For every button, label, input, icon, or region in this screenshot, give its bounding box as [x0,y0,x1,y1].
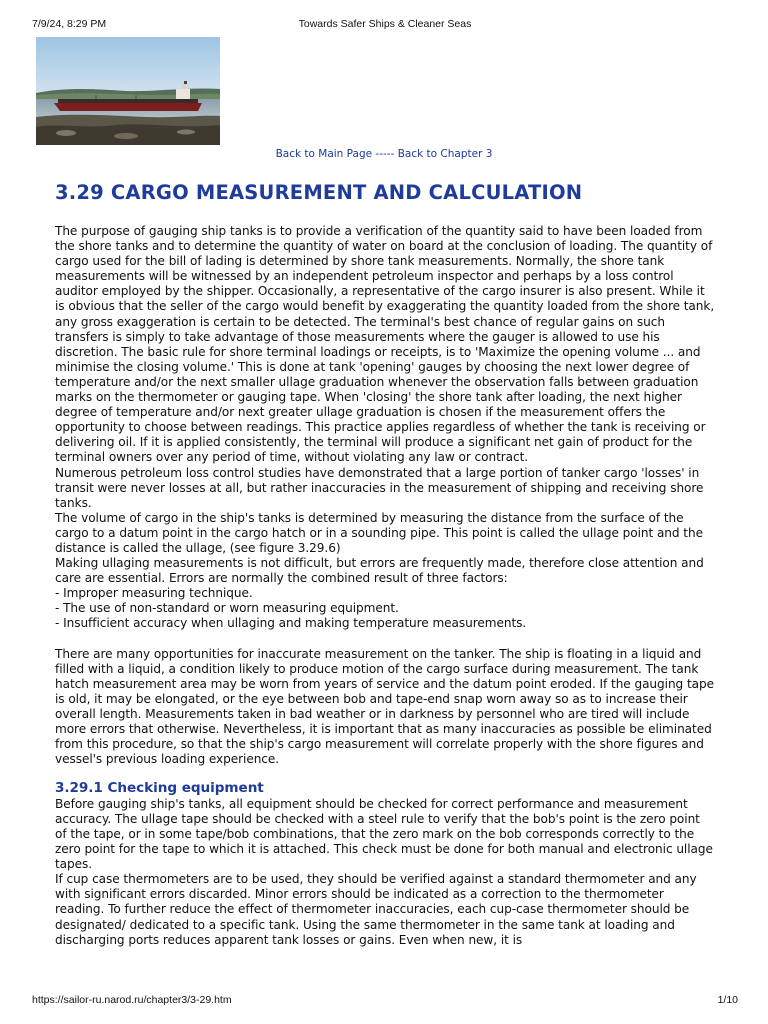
article-paragraph: Numerous petroleum loss control studies have demonstrated that a large portion of tanker cargo 'losses' in transit were never losses at all, but rather inaccuracies in the measurement of shipping and receiving shore tanks. [55,465,704,510]
print-datetime: 7/9/24, 8:29 PM [32,18,107,30]
subsection-heading: 3.29.1 Checking equipment [55,780,264,797]
article-paragraph: There are many opportunities for inaccurate measurement on the tanker. The ship is floating in a liquid and filled with a liquid, a condition likely to produce motion of the cargo surface during measurement. The tank hatch measurement area may be worn from years of service and the datum point eroded. If the gauging tape is old, it may be elongated, or the eye between bob and tape-end snap worn away so as to increase their overall length. Measurements taken in bad weather or in darkness by personnel who are tired will include more errors that otherwise. Nevertheless, it is important that as many inaccuracies as possible be eliminated from this procedure, so that the ship's cargo measurement will correlate properly with the shore figures and vessel's previous loading experience. [55,646,714,767]
article-paragraph: The purpose of gauging ship tanks is to provide a verification of the quantity said to have been loaded from the shore tanks and to determine the quantity of water on board at the conclusion of loading. The quantity of cargo used for the bill of lading is determined by shore tank measurements. Normally, the shore tank measurements will be witnessed by an independent petroleum inspector and perhaps by a loss control auditor employed by the shipper. Occasionally, a representative of the cargo insurer is also present. While it is obvious that the seller of the cargo would benefit by exaggerating the quantity loaded from the shore tank, any gross exaggeration is certain to be detected. The terminal's best chance of regular gains on such transfers is simply to take advantage of those measurements where the gauger is allowed to use his discretion. The basic rule for shore terminal loadings or receipts, is to 'Maximize the opening volume ... and minimise the closing volume.' This is done at tank 'opening' gauges by choosing the next lower degree of temperature and/or the next smaller ullage graduation whenever the observation falls between graduation marks on the thermometer or gauging tape. When 'closing' the shore tank after loading, the next higher degree of temperature and/or next greater ullage graduation is chosen if the measurement offers the opportunity to choose between readings. This practice applies regardless of whether the tank is receiving or delivering oil. If it is applied consistently, the terminal will produce a significant net gain of product for the terminal owners over any period of time, without violating any law or contract. [55,224,715,465]
print-footer [32,994,738,1008]
subsection-paragraph: If cup case thermometers are to be used, they should be verified against a standard thermometer and any with significant errors discarded. Minor errors should be indicated as a correction to the thermometer reading. To further reduce the effect of thermometer inaccuracies, each cup-case thermometer should be designated/ dedicated to a specific tank. Using the same thermometer in the same tank at loading and discharging ports reduces apparent tank losses or gains. Even when new, it is [55,872,697,947]
print-page-title: Towards Safer Ships & Cleaner Seas [298,18,472,30]
article-heading: 3.29 CARGO MEASUREMENT AND CALCULATION [55,181,583,204]
back-to-chapter-link[interactable]: Back to Chapter 3 [397,148,493,160]
navigation-links [0,148,768,160]
print-page-number: 1/10 [717,994,738,1006]
tanker-photo [36,37,220,145]
print-url: https://sailor-ru.narod.ru/chapter3/3-29.htm [32,994,232,1006]
article-paragraph: Making ullaging measurements is not difficult, but errors are frequently made, therefore close attention and care are essential. Errors are normally the combined result of three factors: [55,556,704,586]
factor-list-item: - Insufficient accuracy when ullaging and making temperature measurements. [55,616,527,631]
nav-separator: ----- [372,148,398,160]
factor-list-item: - Improper measuring technique. [55,586,253,601]
article-paragraph: The volume of cargo in the ship's tanks is determined by measuring the distance from the surface of the cargo to a datum point in the cargo hatch or in a sounding pipe. This point is called the ullage point and the distance is called the ullage, (see figure 3.29.6) [55,510,703,555]
factor-list-item: - The use of non-standard or worn measuring equipment. [55,601,399,616]
back-to-main-page-link[interactable]: Back to Main Page [275,148,373,160]
subsection-paragraph: Before gauging ship's tanks, all equipment should be checked for correct performance and measurement accuracy. The ullage tape should be checked with a steel rule to verify that the bob's point is the zero point of the tape, or in some tape/bob combinations, that the zero mark on the bob corresponds correctly to the zero point for the tape to which it is attached. This check must be done for both manual and electronic ullage tapes. [55,796,713,872]
article-content [55,180,715,948]
print-header [32,18,738,32]
